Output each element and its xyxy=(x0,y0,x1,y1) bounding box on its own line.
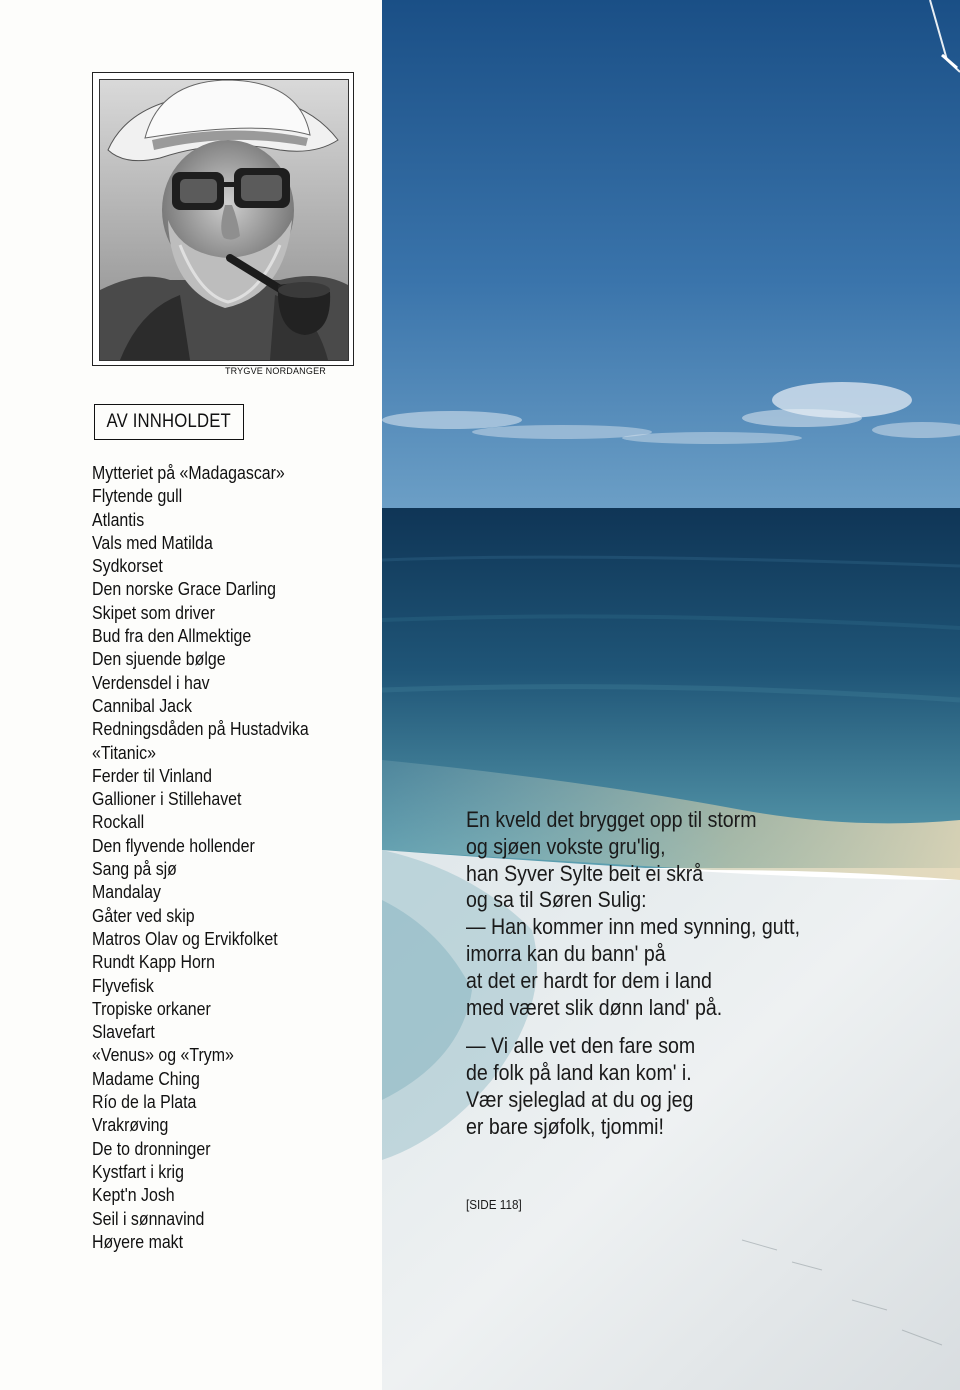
table-of-contents xyxy=(92,461,344,1253)
left-column xyxy=(0,0,382,1390)
toc-item: Vrakrøving xyxy=(92,1114,169,1136)
poem-line: med været slik dønn land' på. xyxy=(466,994,723,1020)
toc-item: Den sjuende bølge xyxy=(92,648,226,670)
toc-item: Río de la Plata xyxy=(92,1091,197,1113)
toc-item: Redningsdåden på Hustadvika xyxy=(92,718,309,740)
beach-photo xyxy=(382,0,960,1390)
toc-item: Gåter ved skip xyxy=(92,904,195,926)
poem-line: og sjøen vokste gru'lig, xyxy=(466,833,666,859)
toc-item: Verdensdel i hav xyxy=(92,671,210,693)
toc-item: Kept'n Josh xyxy=(92,1184,175,1206)
poem-line: og sa til Søren Sulig: xyxy=(466,887,647,913)
toc-item: Matros Olav og Ervikfolket xyxy=(92,927,278,949)
toc-item: Seil i sønnavind xyxy=(92,1207,205,1229)
toc-item: Madame Ching xyxy=(92,1067,200,1089)
toc-item: Bud fra den Allmektige xyxy=(92,625,252,647)
toc-item: Gallioner i Stillehavet xyxy=(92,788,242,810)
poem xyxy=(466,807,850,1141)
toc-item: Rockall xyxy=(92,811,145,833)
poem-line: at det er hardt for dem i land xyxy=(466,967,712,993)
toc-heading-box xyxy=(94,404,244,440)
author-photo xyxy=(99,79,349,361)
toc-item: Mandalay xyxy=(92,881,161,903)
toc-item: Tropiske orkaner xyxy=(92,997,211,1019)
toc-item: Flytende gull xyxy=(92,485,183,507)
poem-line: han Syver Sylte beit ei skrå xyxy=(466,860,704,886)
toc-item: Høyere makt xyxy=(92,1230,184,1252)
page-reference: [SIDE 118] xyxy=(466,1197,522,1212)
photo-caption: TRYGVE NORDANGER xyxy=(224,366,326,376)
author-portrait-illustration xyxy=(100,80,348,360)
toc-item: Vals med Matilda xyxy=(92,531,213,553)
toc-item: Mytteriet på «Madagascar» xyxy=(92,462,285,483)
toc-item: Skipet som driver xyxy=(92,601,215,623)
poem-line: Vær sjeleglad at du og jeg xyxy=(466,1086,694,1112)
toc-item: Sydkorset xyxy=(92,555,163,577)
toc-item: Ferder til Vinland xyxy=(92,764,212,786)
toc-item: Slavefart xyxy=(92,1021,155,1043)
toc-item: Den norske Grace Darling xyxy=(92,578,276,600)
poem-line: — Vi alle vet den fare som xyxy=(466,1033,696,1059)
poem-line: imorra kan du bann' på xyxy=(466,940,666,966)
toc-item: Sang på sjø xyxy=(92,858,177,880)
poem-stanza-2 xyxy=(466,1033,850,1140)
beach-scene-illustration xyxy=(382,0,960,1390)
toc-item: Atlantis xyxy=(92,508,145,530)
toc-item: De to dronninger xyxy=(92,1137,211,1159)
toc-item: «Venus» og «Trym» xyxy=(92,1044,234,1066)
poem-line: er bare sjøfolk, tjommi! xyxy=(466,1113,664,1139)
poem-line: de folk på land kan kom' i. xyxy=(466,1060,692,1086)
poem-stanza-1 xyxy=(466,807,850,1021)
author-photo-frame xyxy=(92,72,354,366)
toc-item: Den flyvende hollender xyxy=(92,834,255,856)
toc-item: Flyvefisk xyxy=(92,974,154,996)
poem-line: En kveld det brygget opp til storm xyxy=(466,807,757,832)
toc-item: Rundt Kapp Horn xyxy=(92,951,215,973)
toc-item: Kystfart i krig xyxy=(92,1160,184,1182)
toc-item: Cannibal Jack xyxy=(92,694,192,716)
toc-heading: AV INNHOLDET xyxy=(106,411,232,432)
toc-item: «Titanic» xyxy=(92,741,156,763)
poem-line: — Han kommer inn med synning, gutt, xyxy=(466,914,801,940)
